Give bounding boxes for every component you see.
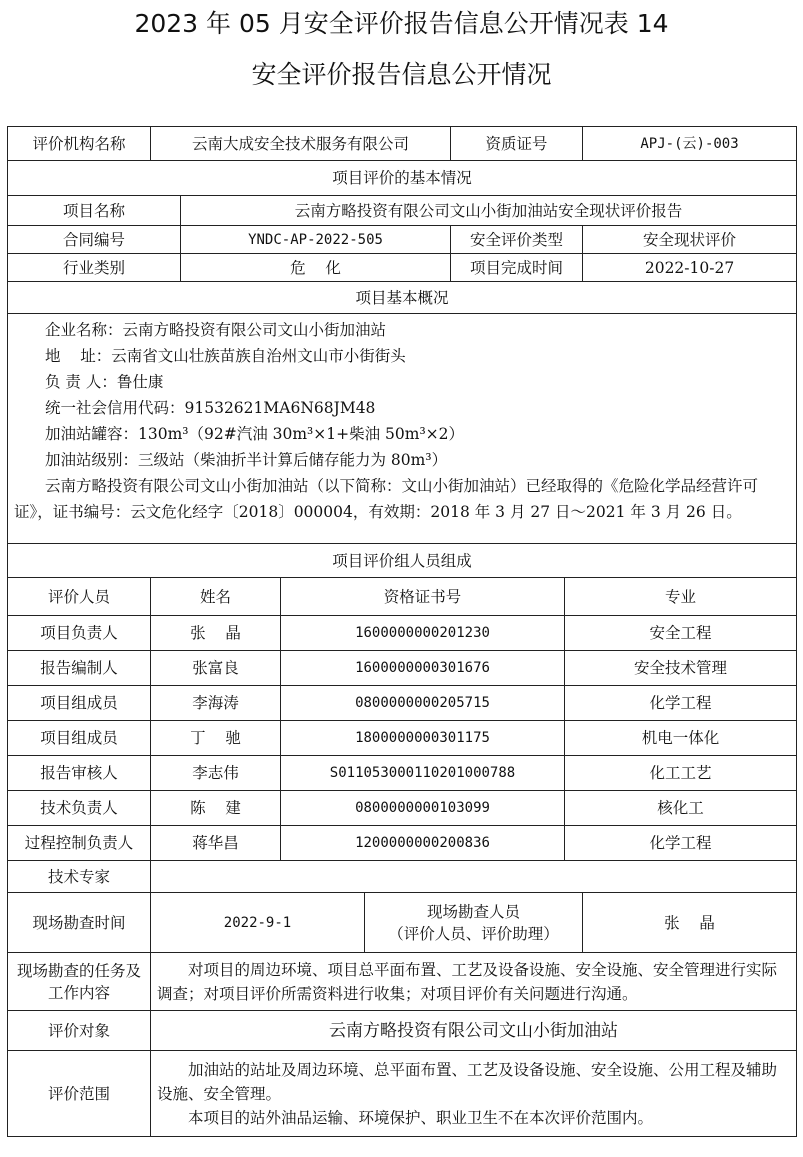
member-major: 机电一体化 [565,721,797,756]
member-role: 技术负责人 [8,791,151,826]
scope-paragraph-2: 本项目的站外油品运输、环境保护、职业卫生不在本次评价范围内。 [188,1108,654,1127]
eval-type: 安全现状评价 [583,226,797,254]
cert-label: 资质证号 [451,127,583,161]
team-header-name: 姓名 [151,578,281,616]
member-name: 李志伟 [151,756,281,791]
industry-value: 危 化 [181,254,451,282]
team-row [8,756,797,791]
member-name: 张富良 [151,651,281,686]
survey-time-label: 现场勘查时间 [8,893,151,953]
org-row [8,127,797,161]
basic-section-heading: 项目评价的基本情况 [8,161,797,196]
project-name-label: 项目名称 [8,196,181,226]
task-row [8,953,797,1011]
team-row [8,616,797,651]
industry-label: 行业类别 [8,254,181,282]
contract-number: YNDC-AP-2022-505 [181,226,451,254]
task-label: 现场勘查的任务及工作内容 [8,953,151,1011]
expert-value [151,861,797,893]
team-row [8,826,797,861]
team-row [8,651,797,686]
member-role: 项目组成员 [8,686,151,721]
overview-station-grade: 加油站级别：三级站（柴油折半计算后储存能力为 80m³） [45,451,448,469]
expert-row [8,861,797,893]
member-name: 李海涛 [151,686,281,721]
member-cert: 0800000000205715 [281,686,565,721]
contract-label: 合同编号 [8,226,181,254]
target-value: 云南方略投资有限公司文山小街加油站 [151,1011,797,1051]
expert-label: 技术专家 [8,861,151,893]
project-name: 云南方略投资有限公司文山小街加油站安全现状评价报告 [181,196,797,226]
survey-staff-label-line2: （评价人员、评价助理） [388,924,559,943]
member-role: 过程控制负责人 [8,826,151,861]
scope-row [8,1051,797,1137]
target-row [8,1011,797,1051]
survey-time: 2022-9-1 [151,893,365,953]
cert-value: APJ-(云)-003 [583,127,797,161]
team-row [8,791,797,826]
scope-label: 评价范围 [8,1051,151,1137]
task-text: 对项目的周边环境、项目总平面布置、工艺及设备设施、安全设施、安全管理进行实际调查；对项目评价所需资料进行收集；对项目评价有关问题进行沟通。 [157,960,778,1003]
overview-license: 云南方略投资有限公司文山小街加油站（以下简称：文山小街加油站）已经取得的《危险化学品经营许可证》，证书编号：云文危化经字〔2018〕000004，有效期：2018 年 3 月 27 日～2021 年 3 月 26 日。 [14,477,759,521]
overview-person: 负 责 人：鲁仕康 [45,373,164,391]
team-header-role: 评价人员 [8,578,151,616]
complete-label: 项目完成时间 [451,254,583,282]
member-name: 丁 驰 [151,721,281,756]
member-role: 项目负责人 [8,616,151,651]
overview-section-heading: 项目基本概况 [8,282,797,314]
overview-tank-capacity: 加油站罐容：130m³（92#汽油 30m³×1+柴油 50m³×2） [45,425,465,443]
member-cert: 0800000000103099 [281,791,565,826]
task-content [151,953,797,1011]
overview-credit-code: 统一社会信用代码：91532621MA6N68JM48 [45,399,376,417]
disclosure-table [7,126,797,1137]
member-cert: 1200000000200836 [281,826,565,861]
survey-staff-label [365,893,583,953]
member-cert: 1600000000301676 [281,651,565,686]
member-cert: S011053000110201000788 [281,756,565,791]
member-role: 项目组成员 [8,721,151,756]
team-header-row [8,578,797,616]
complete-date: 2022-10-27 [583,254,797,282]
eval-type-label: 安全评价类型 [451,226,583,254]
team-header-cert: 资格证书号 [281,578,565,616]
member-role: 报告审核人 [8,756,151,791]
member-role: 报告编制人 [8,651,151,686]
org-value: 云南大成安全技术服务有限公司 [151,127,451,161]
scope-content [151,1051,797,1137]
report-title: 2023 年 05 月安全评价报告信息公开情况表 14 [134,9,669,38]
member-major: 核化工 [565,791,797,826]
member-name: 陈 建 [151,791,281,826]
overview-address: 地 址：云南省文山壮族苗族自治州文山市小街街头 [45,347,406,365]
org-label: 评价机构名称 [8,127,151,161]
member-major: 化工工艺 [565,756,797,791]
scope-paragraph-1: 加油站的站址及周边环境、总平面布置、工艺及设备设施、安全设施、公用工程及辅助设施、安全管理。 [157,1060,778,1103]
member-cert: 1800000000301175 [281,721,565,756]
survey-staff-label-line1: 现场勘查人员 [427,902,521,921]
team-row [8,686,797,721]
overview-content [8,314,797,544]
member-major: 安全技术管理 [565,651,797,686]
member-cert: 1600000000201230 [281,616,565,651]
team-header-major: 专业 [565,578,797,616]
member-name: 蒋华昌 [151,826,281,861]
member-major: 化学工程 [565,686,797,721]
survey-row [8,893,797,953]
member-major: 安全工程 [565,616,797,651]
team-row [8,721,797,756]
survey-staff: 张 晶 [583,893,797,953]
member-major: 化学工程 [565,826,797,861]
member-name: 张 晶 [151,616,281,651]
report-subtitle: 安全评价报告信息公开情况 [251,60,552,89]
target-label: 评价对象 [8,1011,151,1051]
team-section-heading: 项目评价组人员组成 [8,544,797,578]
overview-company: 企业名称：云南方略投资有限公司文山小街加油站 [45,321,387,339]
